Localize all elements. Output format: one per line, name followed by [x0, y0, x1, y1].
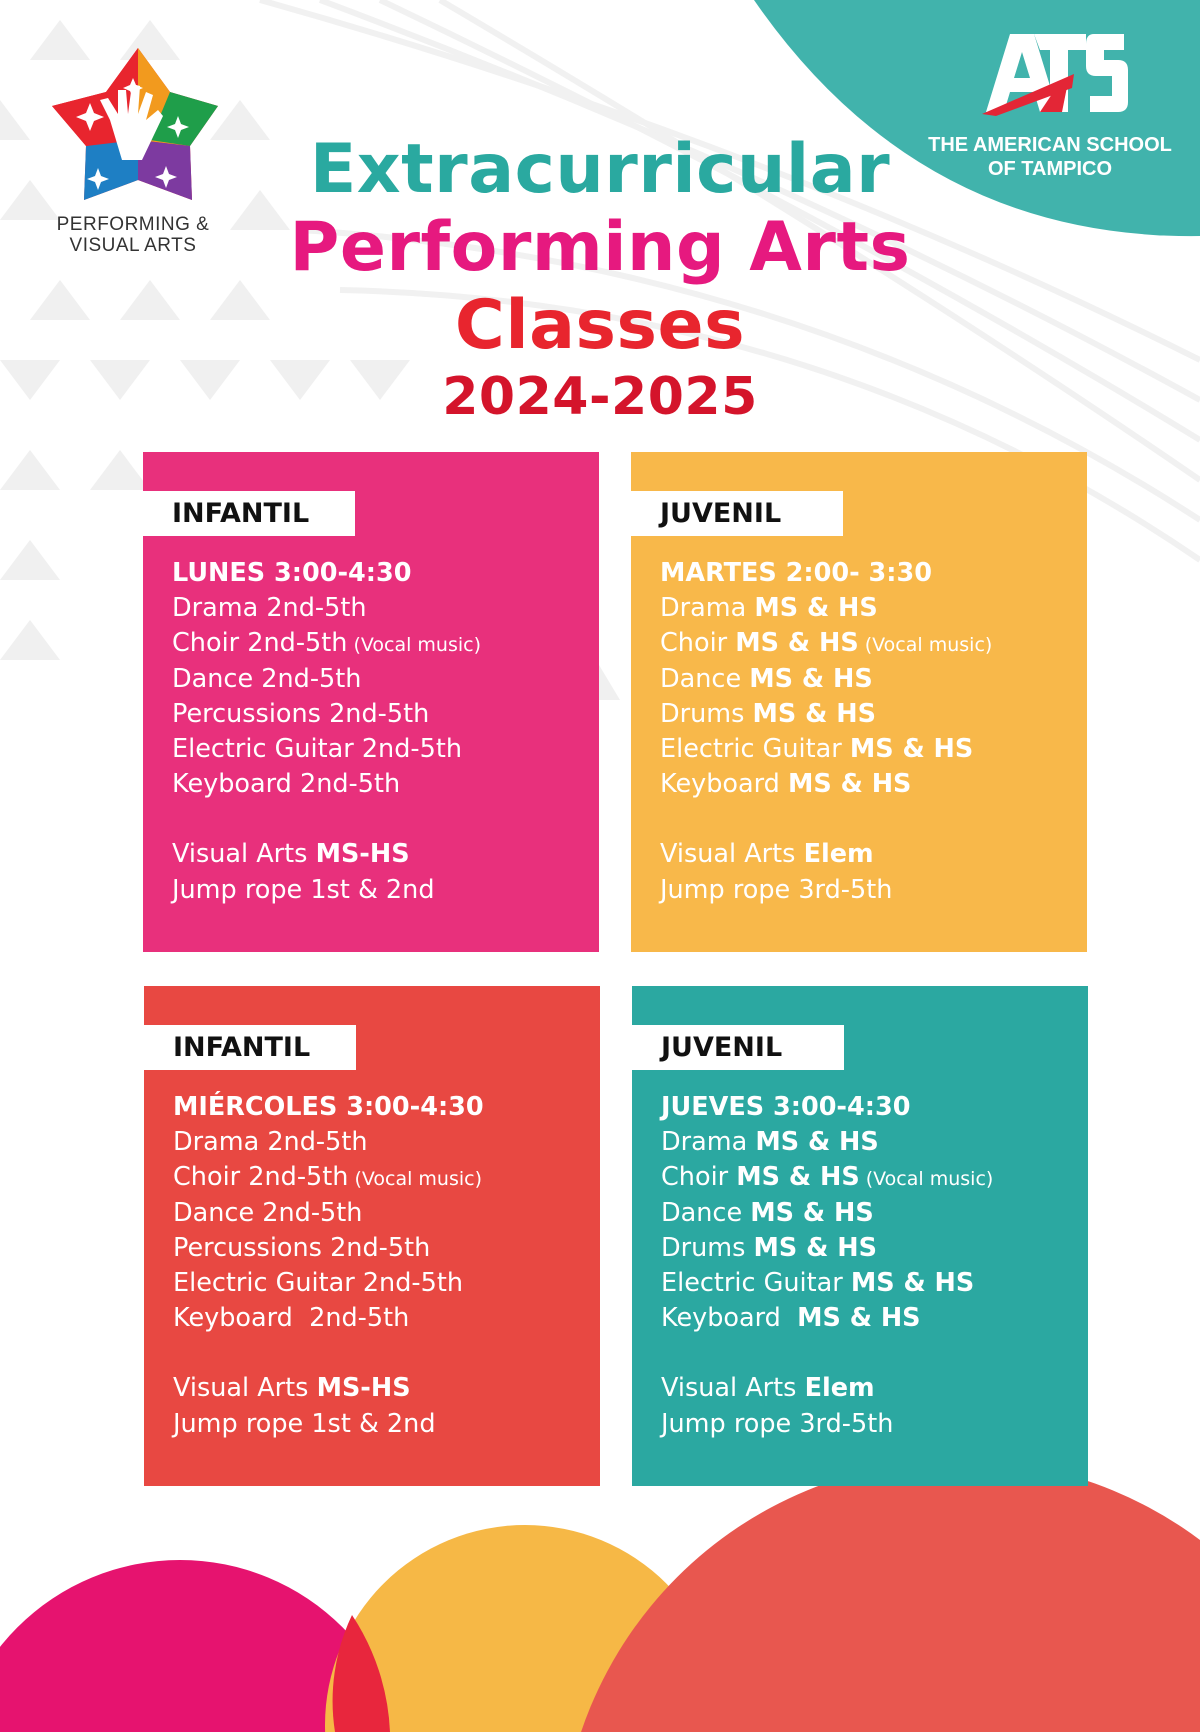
spacer — [173, 1336, 590, 1371]
class-name: Choir — [661, 1162, 737, 1193]
class-grade: 2nd-5th — [330, 1232, 431, 1263]
class-name: Dance — [172, 663, 262, 694]
class-grade: 2nd-5th — [247, 628, 348, 659]
class-note: (Vocal music) — [348, 1168, 483, 1191]
class-item — [660, 697, 1077, 732]
class-item — [661, 1301, 1078, 1336]
class-item — [173, 1266, 590, 1301]
class-name: Choir — [660, 628, 736, 659]
extra-grade: 3rd-5th — [798, 874, 893, 905]
class-name: Drama — [661, 1127, 756, 1158]
class-name: Drums — [660, 698, 753, 729]
class-item — [172, 697, 589, 732]
extra-grade: Elem — [803, 839, 874, 870]
class-name: Choir — [173, 1162, 249, 1193]
class-name: Dance — [660, 663, 750, 694]
class-grade: MS & HS — [754, 593, 878, 624]
card-body — [660, 556, 1077, 908]
class-grade: MS & HS — [787, 769, 912, 800]
extra-grade: Elem — [804, 1373, 875, 1404]
class-name: Keyboard — [660, 769, 788, 800]
card-monday-infantil — [143, 452, 599, 952]
spacer — [172, 802, 589, 837]
class-item — [661, 1231, 1078, 1266]
class-grade: MS & HS — [753, 1232, 877, 1263]
extra-name: Visual Arts — [660, 839, 804, 870]
class-grade: 2nd-5th — [266, 593, 367, 624]
class-item — [173, 1160, 590, 1195]
class-grade: MS & HS — [752, 698, 876, 729]
extra-item — [661, 1407, 1078, 1442]
extra-item — [660, 873, 1077, 908]
class-note: (Vocal music) — [859, 1168, 994, 1191]
class-name: Electric Guitar — [173, 1267, 363, 1298]
class-name: Dance — [173, 1197, 263, 1228]
ats-school-name-line1: THE AMERICAN SCHOOL — [928, 134, 1172, 156]
card-day-time: MIÉRCOLES 3:00-4:30 — [173, 1092, 484, 1122]
card-day-time: JUEVES 3:00-4:30 — [661, 1092, 911, 1122]
extra-name: Jump rope — [661, 1408, 800, 1439]
extra-grade: MS-HS — [316, 1373, 411, 1404]
spacer — [661, 1336, 1078, 1371]
extra-item — [660, 837, 1077, 872]
title-performing-arts: Performing Arts — [289, 208, 911, 287]
card-tag: JUVENIL — [632, 1025, 844, 1070]
extra-grade: 3rd-5th — [799, 1408, 894, 1439]
class-item — [172, 662, 589, 697]
class-item — [173, 1196, 590, 1231]
extra-item — [173, 1407, 590, 1442]
class-item — [661, 1125, 1078, 1160]
class-item — [660, 662, 1077, 697]
card-body — [661, 1090, 1078, 1442]
class-grade: 2nd-5th — [362, 1267, 463, 1298]
card-day-time: LUNES 3:00-4:30 — [172, 558, 412, 588]
class-name: Electric Guitar — [660, 733, 850, 764]
class-item — [660, 732, 1077, 767]
extra-name: Jump rope — [172, 874, 311, 905]
class-grade: MS & HS — [849, 733, 974, 764]
class-grade: 2nd-5th — [267, 1127, 368, 1158]
extra-item — [172, 837, 589, 872]
class-item — [173, 1231, 590, 1266]
class-name: Drama — [172, 593, 267, 624]
class-grade: 2nd-5th — [299, 769, 401, 800]
class-name: Electric Guitar — [661, 1267, 851, 1298]
card-tag: INFANTIL — [143, 491, 355, 536]
class-note: (Vocal music) — [347, 634, 482, 657]
class-grade: MS & HS — [797, 1303, 921, 1334]
class-item — [660, 767, 1077, 802]
class-grade: MS & HS — [850, 1267, 975, 1298]
title-classes: Classes — [454, 286, 746, 365]
class-item — [172, 626, 589, 661]
class-item — [173, 1125, 590, 1160]
class-grade: 2nd-5th — [361, 733, 462, 764]
class-grade: MS & HS — [755, 1127, 879, 1158]
class-grade: 2nd-5th — [248, 1162, 349, 1193]
class-name: Electric Guitar — [172, 733, 362, 764]
class-grade: 2nd-5th — [261, 663, 362, 694]
class-item — [172, 767, 589, 802]
class-name: Keyboard — [661, 1303, 798, 1334]
class-name: Dance — [661, 1197, 751, 1228]
extra-item — [661, 1371, 1078, 1406]
extra-item — [172, 873, 589, 908]
star-logo-icon — [52, 48, 218, 200]
class-grade: 2nd-5th — [309, 1303, 410, 1334]
title-year: 2024-2025 — [442, 367, 758, 427]
class-note: (Vocal music) — [858, 634, 993, 657]
class-grade: MS & HS — [750, 1197, 874, 1228]
card-day-time: MARTES 2:00- 3:30 — [660, 558, 932, 588]
pva-line2: VISUAL ARTS — [69, 235, 197, 256]
extra-name: Visual Arts — [661, 1373, 805, 1404]
class-name: Percussions — [173, 1232, 331, 1263]
class-item — [172, 591, 589, 626]
class-item — [661, 1266, 1078, 1301]
class-item — [661, 1196, 1078, 1231]
extra-item — [173, 1371, 590, 1406]
class-grade: MS & HS — [749, 663, 873, 694]
class-name: Percussions — [172, 698, 330, 729]
extra-grade: MS-HS — [315, 839, 410, 870]
class-grade: 2nd-5th — [329, 698, 430, 729]
class-item — [172, 732, 589, 767]
extra-name: Jump rope — [660, 874, 799, 905]
card-body — [173, 1090, 590, 1442]
performing-visual-arts-label — [38, 214, 228, 256]
class-item — [173, 1301, 590, 1336]
class-grade: MS & HS — [735, 628, 859, 659]
extra-name: Jump rope — [173, 1408, 312, 1439]
class-name: Drama — [660, 593, 755, 624]
extra-grade: 1st & 2nd — [311, 1408, 436, 1439]
extra-name: Visual Arts — [172, 839, 316, 870]
card-tag: INFANTIL — [144, 1025, 356, 1070]
card-wednesday-infantil — [144, 986, 600, 1486]
title-extracurricular: Extracurricular — [309, 130, 891, 209]
class-name: Drums — [661, 1232, 754, 1263]
extra-name: Visual Arts — [173, 1373, 317, 1404]
class-name: Choir — [172, 628, 248, 659]
card-thursday-juvenil — [632, 986, 1088, 1486]
class-item — [660, 591, 1077, 626]
class-name: Keyboard — [172, 769, 300, 800]
class-name: Drama — [173, 1127, 268, 1158]
card-tag: JUVENIL — [631, 491, 843, 536]
extra-grade: 1st & 2nd — [310, 874, 435, 905]
class-grade: 2nd-5th — [262, 1197, 363, 1228]
card-tuesday-juvenil — [631, 452, 1087, 952]
class-grade: MS & HS — [736, 1162, 860, 1193]
card-body — [172, 556, 589, 908]
spacer — [660, 802, 1077, 837]
class-name: Keyboard — [173, 1303, 310, 1334]
class-item — [661, 1160, 1078, 1195]
pva-line1: PERFORMING & — [56, 214, 210, 235]
ats-school-name-line2: OF TAMPICO — [987, 158, 1113, 180]
class-item — [660, 626, 1077, 661]
